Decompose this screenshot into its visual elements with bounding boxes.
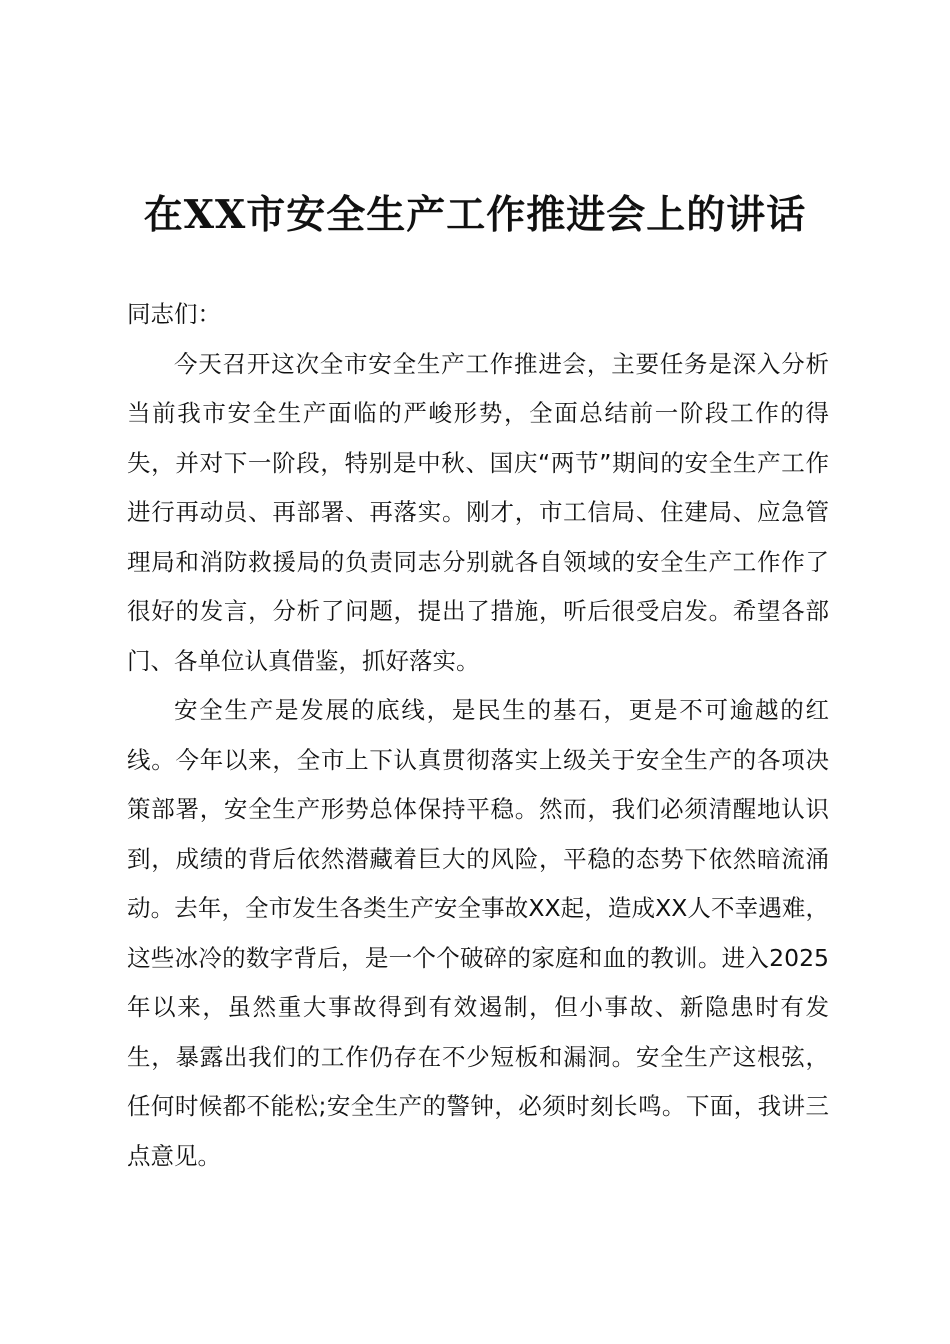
paragraph-1: 今天召开这次全市安全生产工作推进会，主要任务是深入分析当前我市安全生产面临的严峻形势，全面总结前一阶段工作的得失，并对下一阶段，特别是中秋、国庆“两节”期间的安全生产工作进行再动员、再部署、再落实。刚才，市工信局、住建局、应急管理局和消防救援局的负责同志分别就各自领域的安全生产工作作了很好的发言，分析了问题，提出了措施，听后很受启发。希望各部门、各单位认真借鉴，抓好落实。 <box>127 349 829 675</box>
salutation: 同志们： <box>127 300 221 328</box>
paragraph-2: 安全生产是发展的底线，是民生的基石，更是不可逾越的红线。今年以来，全市上下认真贯彻落实上级关于安全生产的各项决策部署，安全生产形势总体保持平稳。然而，我们必须清醒地认识到，成绩的背后依然潜藏着巨大的风险，平稳的态势下依然暗流涌动。去年，全市发生各类生产安全事故XX起，造成XX人不幸遇难，这些冰冷的数字背后，是一个个破碎的家庭和血的教训。进入2025年以来，虽然重大事故得到有效遏制，但小事故、新隐患时有发生，暴露出我们的工作仍存在不少短板和漏洞。安全生产这根弦，任何时候都不能松;安全生产的警钟，必须时刻长鸣。下面，我讲三点意见。 <box>127 696 829 1170</box>
document-title: 在XX市安全生产工作推进会上的讲话 <box>143 192 807 238</box>
document-body <box>127 290 829 1181</box>
